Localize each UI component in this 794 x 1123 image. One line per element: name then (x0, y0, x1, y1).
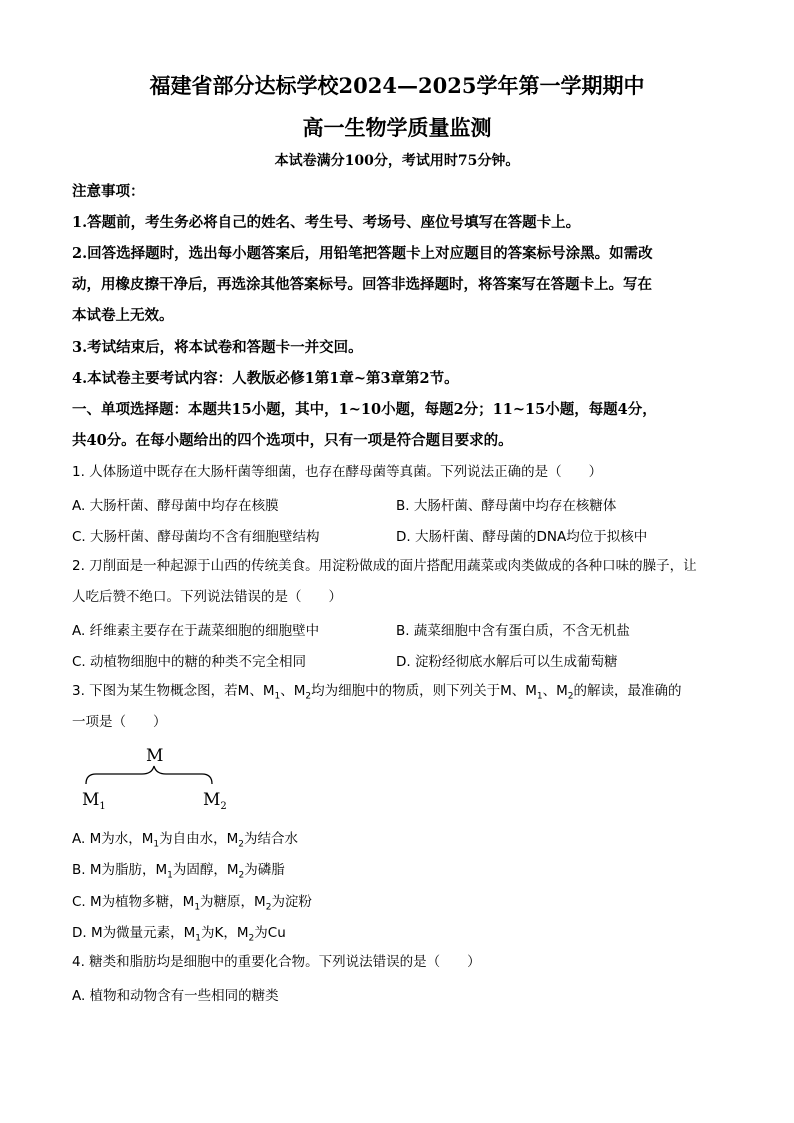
notice-item-2-line3: 本试卷上无效。 (72, 307, 174, 324)
question-4-option-a: A. 植物和动物含有一些相同的糖类 (72, 988, 279, 1004)
notice-item-1: 1.答题前，考生务必将自己的姓名、考生号、考场号、座位号填写在答题卡上。 (72, 214, 581, 231)
question-1-option-c: C. 大肠杆菌、酵母菌均不含有细胞壁结构 (72, 529, 320, 545)
section-heading-line2: 共40分。在每小题给出的四个选项中，只有一项是符合题目要求的。 (72, 432, 513, 449)
section-heading-line1: 一、单项选择题：本题共15小题，其中，1~10小题，每题2分；11~15小题，每题4分， (72, 401, 657, 418)
notice-heading: 注意事项： (72, 183, 145, 200)
question-3-stem-line2: 一项是（ ） (72, 714, 167, 730)
exam-meta: 本试卷满分100分，考试用时75分钟。 (274, 153, 520, 169)
notice-item-3: 3.考试结束后，将本试卷和答题卡一并交回。 (72, 339, 363, 356)
diagram-node-m2: $M_2$ (203, 790, 227, 812)
question-2-option-d: D. 淀粉经彻底水解后可以生成葡萄糖 (396, 654, 618, 670)
question-1-option-d: D. 大肠杆菌、酵母菌的DNA均位于拟核中 (396, 529, 648, 545)
question-1-option-b: B. 大肠杆菌、酵母菌中均存在核糖体 (396, 498, 617, 514)
diagram-brace (86, 766, 212, 784)
question-3-option-a: A. M为水，$M_1$为自由水，$M_2$为结合水 (72, 831, 299, 850)
question-1-stem: 1. 人体肠道中既存在大肠杆菌等细菌，也存在酵母菌等真菌。下列说法正确的是（ ） (72, 464, 603, 480)
exam-title-line2: 高一生物学质量监测 (302, 115, 492, 140)
question-3-option-b: B. M为脂肪，$M_1$为固醇，$M_2$为磷脂 (72, 862, 285, 881)
diagram-node-m1: $M_1$ (82, 790, 106, 812)
question-3-stem-line1: 3. 下图为某生物概念图，若M、$M_1$、$M_2$均为细胞中的物质，则下列关于M、$M_1$、$M_2$的解读，最准确的 (72, 683, 682, 702)
question-2-option-a: A. 纤维素主要存在于蔬菜细胞的细胞壁中 (72, 623, 320, 639)
question-2-option-c: C. 动植物细胞中的糖的种类不完全相同 (72, 654, 307, 670)
diagram-node-m: M (146, 746, 164, 766)
notice-item-2-line2: 动，用橡皮擦干净后，再选涂其他答案标号。回答非选择题时，将答案写在答题卡上。写在 (72, 276, 652, 293)
concept-diagram (76, 742, 236, 812)
question-3-option-c: C. M为植物多糖，$M_1$为糖原，$M_2$为淀粉 (72, 894, 312, 913)
question-2-stem-line2: 人吃后赞不绝口。下列说法错误的是（ ） (72, 589, 342, 605)
question-1-option-a: A. 大肠杆菌、酵母菌中均存在核膜 (72, 498, 279, 514)
notice-item-2-line1: 2.回答选择题时，选出每小题答案后，用铅笔把答题卡上对应题目的答案标号涂黑。如需改 (72, 245, 653, 262)
notice-item-4: 4.本试卷主要考试内容：人教版必修1第1章~第3章第2节。 (72, 370, 459, 387)
question-2-stem-line1: 2. 刀削面是一种起源于山西的传统美食。用淀粉做成的面片搭配用蔬菜或肉类做成的各种口味的臊子，让 (72, 558, 697, 574)
exam-title-line1: 福建省部分达标学校2024—2025学年第一学期期中 (149, 73, 645, 98)
question-4-stem: 4. 糖类和脂肪均是细胞中的重要化合物。下列说法错误的是（ ） (72, 954, 481, 970)
question-3-option-d: D. M为微量元素，$M_1$为K，$M_2$为Cu (72, 925, 286, 944)
question-2-option-b: B. 蔬菜细胞中含有蛋白质，不含无机盐 (396, 623, 630, 639)
